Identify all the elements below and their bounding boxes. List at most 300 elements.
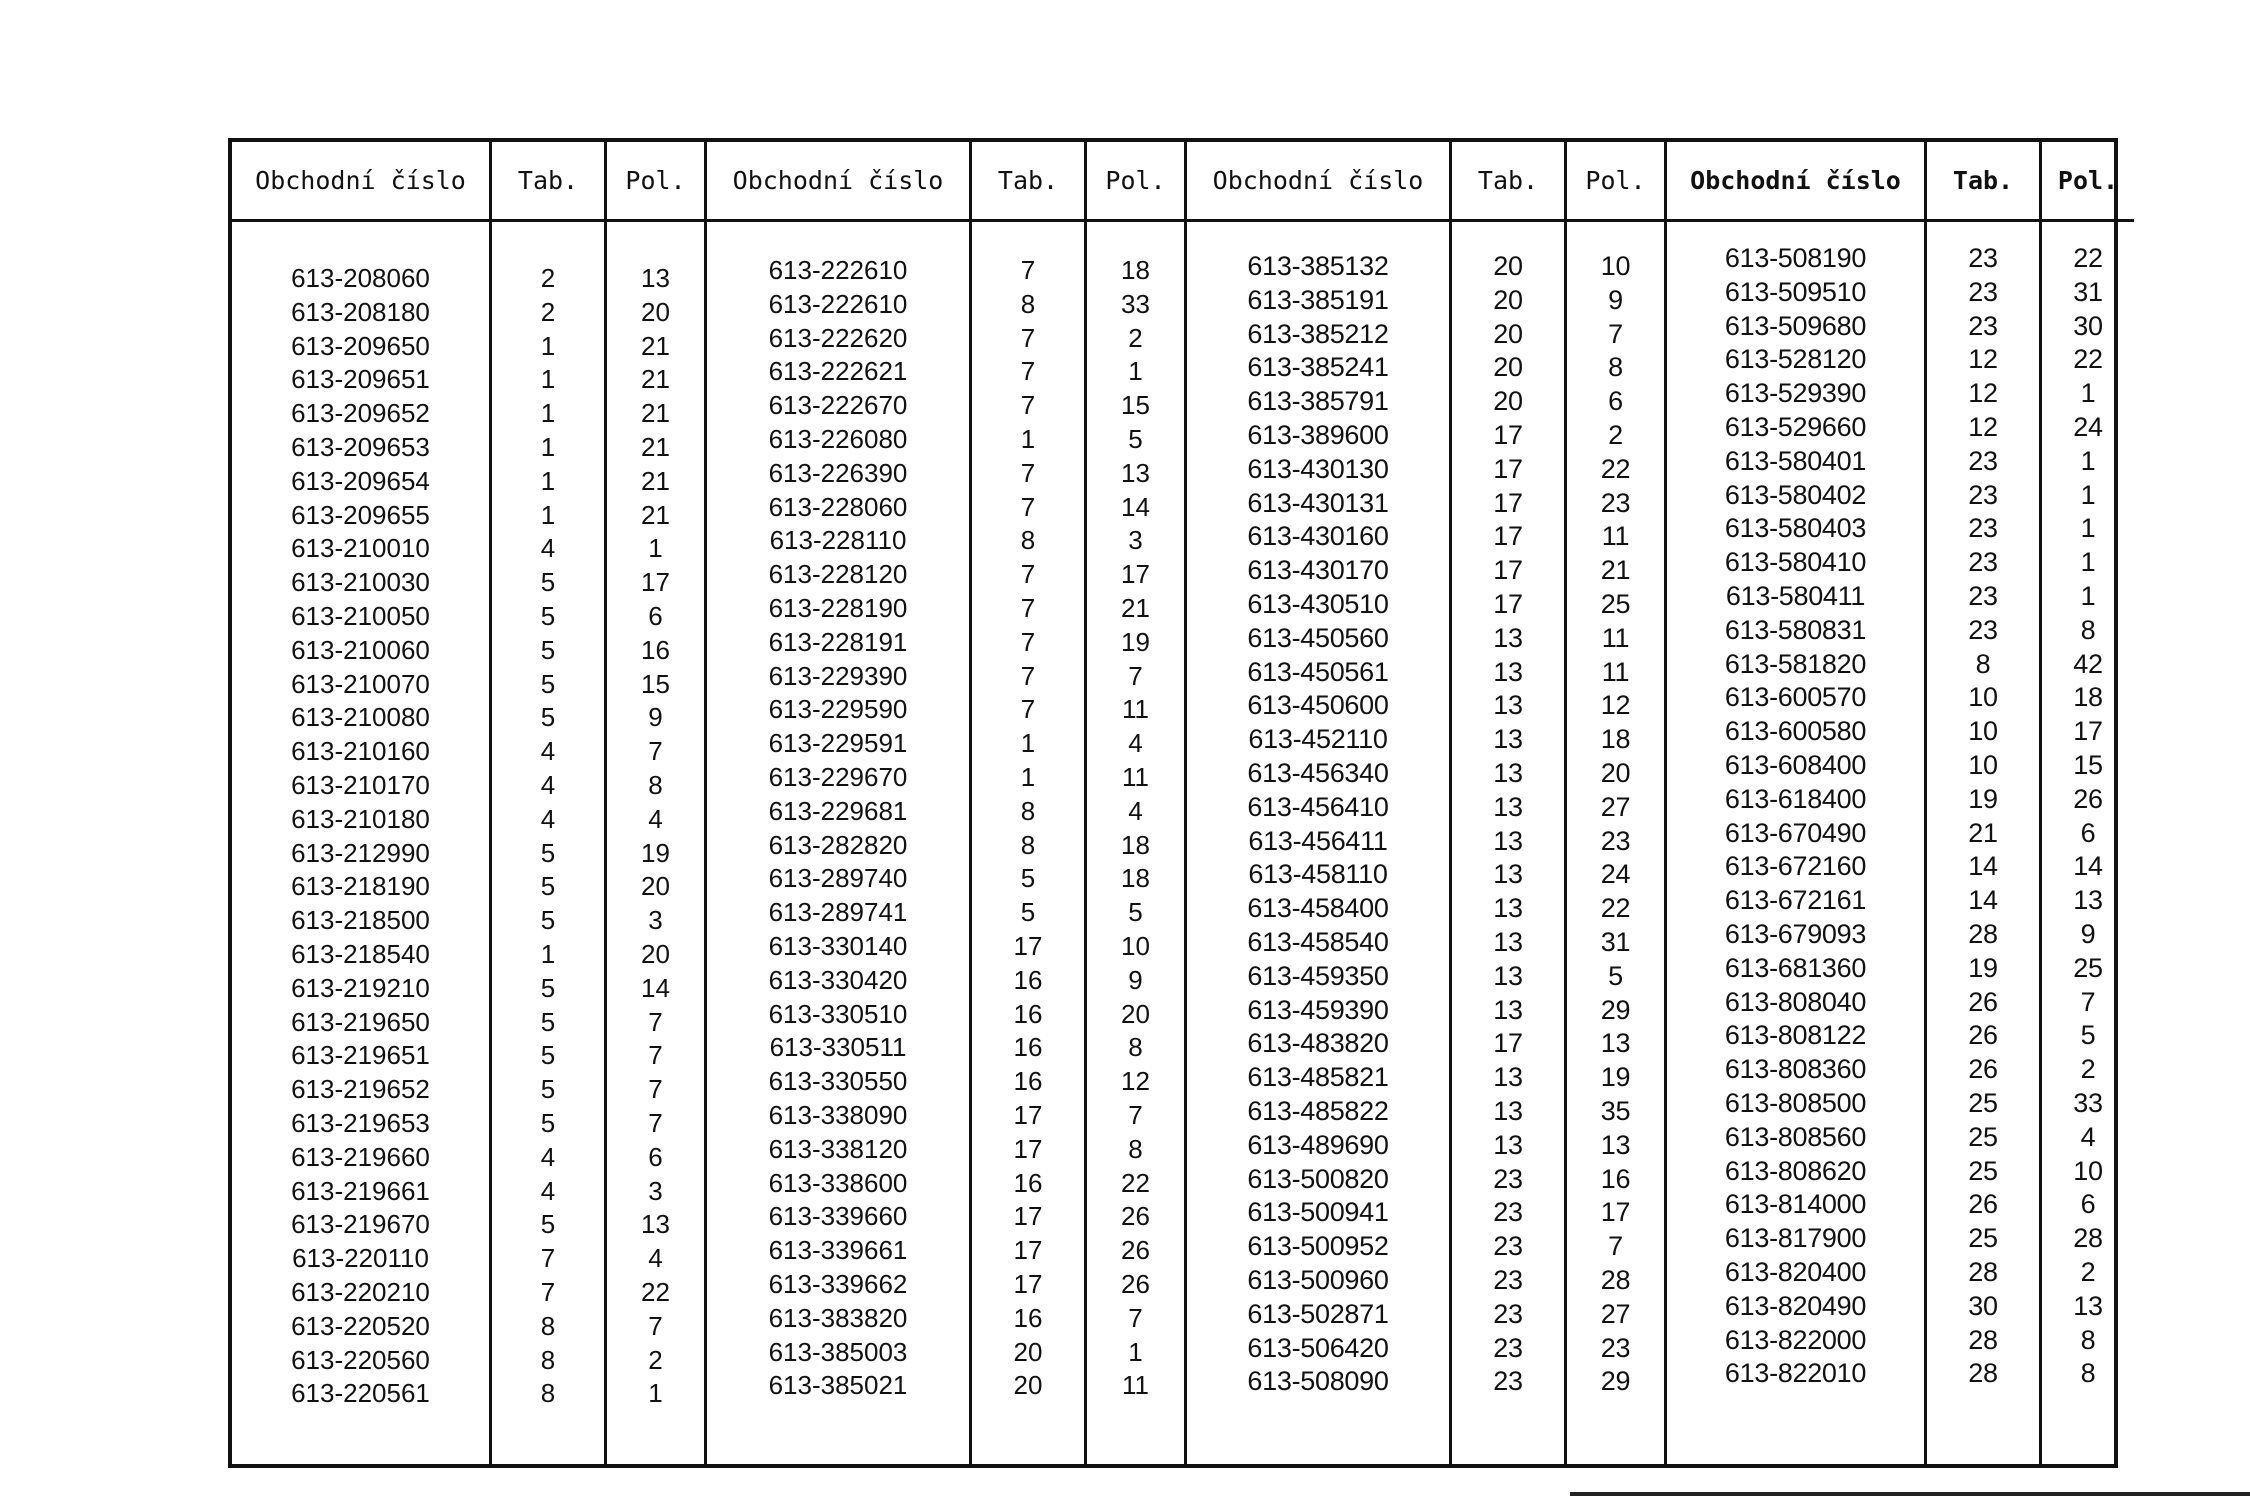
pol-cell: 22 bbox=[2073, 243, 2103, 273]
tab-cell: 1 bbox=[540, 938, 556, 969]
part-number-cell: 613-385191 bbox=[1247, 284, 1389, 315]
pol-cell: 7 bbox=[648, 1074, 663, 1105]
part-number-cell: 613-385212 bbox=[1247, 318, 1389, 349]
pol-cell: 7 bbox=[648, 1310, 663, 1341]
part-number-cell: 613-430130 bbox=[1247, 453, 1389, 484]
tab-cell: 1 bbox=[1020, 761, 1036, 792]
pol-cell: 7 bbox=[1128, 1302, 1143, 1333]
part-number-cell: 613-289741 bbox=[768, 897, 908, 928]
part-number-cell: 613-222610 bbox=[768, 288, 908, 319]
pol-cell: 21 bbox=[641, 465, 670, 496]
tab-cell: 8 bbox=[1020, 525, 1036, 556]
tab-cell: 13 bbox=[1493, 960, 1523, 991]
part-number-cell: 613-222670 bbox=[768, 390, 908, 421]
tab-cell: 4 bbox=[540, 1175, 556, 1206]
part-number-cell: 613-229390 bbox=[768, 660, 908, 691]
tab-cell: 4 bbox=[540, 1141, 556, 1172]
pol-cell: 2 bbox=[2080, 1256, 2096, 1287]
column-number-4 bbox=[1667, 222, 1927, 1464]
tab-cell: 13 bbox=[1493, 859, 1523, 890]
tab-cell: 17 bbox=[1013, 1133, 1043, 1164]
part-number-cell: 613-580401 bbox=[1724, 445, 1867, 476]
tab-cell: 23 bbox=[1493, 1298, 1523, 1329]
pol-cell: 13 bbox=[1600, 1028, 1631, 1059]
part-number-cell: 613-385132 bbox=[1247, 251, 1389, 281]
tab-cell: 16 bbox=[1013, 964, 1043, 995]
part-number-cell: 613-822000 bbox=[1724, 1324, 1867, 1355]
tab-cell: 5 bbox=[540, 905, 556, 936]
tab-cell: 13 bbox=[1493, 1062, 1523, 1093]
pol-cell: 7 bbox=[648, 1040, 663, 1071]
tab-cell: 13 bbox=[1493, 656, 1523, 687]
part-number-cell: 613-228120 bbox=[768, 559, 908, 590]
tab-cell: 17 bbox=[1493, 521, 1523, 552]
part-number-cell: 613-500960 bbox=[1247, 1264, 1389, 1295]
part-number-cell: 613-219670 bbox=[291, 1209, 430, 1240]
part-number-cell: 613-459350 bbox=[1247, 960, 1389, 991]
tab-cell: 1 bbox=[1020, 423, 1036, 454]
pol-cell: 27 bbox=[1600, 791, 1631, 822]
pol-cell: 22 bbox=[641, 1276, 670, 1307]
part-number-cell: 613-502871 bbox=[1247, 1298, 1389, 1329]
part-number-cell: 613-330550 bbox=[768, 1066, 908, 1097]
part-number-cell: 613-228190 bbox=[768, 592, 908, 623]
tab-cell: 23 bbox=[1968, 547, 1998, 578]
tab-cell: 17 bbox=[1493, 419, 1523, 450]
part-number-cell: 613-339662 bbox=[768, 1268, 908, 1299]
pol-cell: 1 bbox=[2080, 547, 2096, 578]
pol-cell: 18 bbox=[2073, 682, 2103, 713]
pol-cell: 11 bbox=[1601, 622, 1630, 653]
pol-cell: 17 bbox=[1121, 559, 1150, 590]
part-number-cell: 613-458540 bbox=[1247, 926, 1389, 957]
column-pol-1 bbox=[607, 222, 707, 1464]
part-number-cell: 613-219661 bbox=[291, 1175, 430, 1206]
pol-cell: 22 bbox=[1121, 1167, 1150, 1198]
pol-cell: 33 bbox=[1121, 288, 1150, 319]
part-number-cell: 613-229670 bbox=[768, 761, 908, 792]
column-pol-2 bbox=[1087, 222, 1187, 1464]
tab-cell: 17 bbox=[1493, 453, 1523, 484]
tab-cell: 7 bbox=[1020, 457, 1036, 488]
column-tab-4 bbox=[1927, 222, 2042, 1464]
part-number-cell: 613-210010 bbox=[291, 533, 430, 564]
pol-cell: 1 bbox=[1128, 356, 1143, 387]
pol-cell: 5 bbox=[2080, 1020, 2096, 1051]
tab-cell: 8 bbox=[540, 1344, 556, 1375]
part-number-cell: 613-385003 bbox=[768, 1336, 908, 1367]
tab-cell: 21 bbox=[1968, 817, 1998, 848]
pol-cell: 20 bbox=[1600, 757, 1631, 788]
pol-cell: 7 bbox=[1608, 318, 1623, 349]
pol-cell: 13 bbox=[1600, 1129, 1631, 1160]
part-number-cell: 613-208180 bbox=[291, 296, 430, 327]
pol-cell: 8 bbox=[2080, 614, 2096, 645]
pol-cell: 19 bbox=[641, 837, 670, 868]
pol-cell: 13 bbox=[641, 263, 670, 293]
part-number-cell: 613-506420 bbox=[1247, 1332, 1389, 1363]
part-number-cell: 613-581820 bbox=[1724, 648, 1867, 679]
tab-cell: 25 bbox=[1968, 1087, 1998, 1118]
part-number-cell: 613-218190 bbox=[291, 871, 430, 902]
part-number-cell: 613-389600 bbox=[1247, 419, 1389, 450]
part-number-cell: 613-508090 bbox=[1247, 1366, 1389, 1397]
pol-cell: 13 bbox=[641, 1209, 670, 1240]
pol-cell: 1 bbox=[2080, 479, 2096, 510]
tab-cell: 23 bbox=[1968, 513, 1998, 544]
pol-cell: 21 bbox=[641, 330, 670, 361]
part-number-cell: 613-228060 bbox=[768, 491, 908, 522]
pol-cell: 7 bbox=[1608, 1231, 1623, 1262]
pol-cell: 11 bbox=[1122, 694, 1149, 725]
tab-cell: 7 bbox=[1020, 626, 1036, 657]
tab-cell: 23 bbox=[1493, 1197, 1523, 1228]
pol-cell: 28 bbox=[1600, 1264, 1631, 1295]
pol-cell: 1 bbox=[2080, 378, 2096, 409]
tab-cell: 5 bbox=[540, 1040, 556, 1071]
pol-cell: 11 bbox=[1601, 656, 1630, 687]
pol-cell: 7 bbox=[1128, 660, 1143, 691]
tab-cell: 4 bbox=[540, 803, 556, 834]
part-number-cell: 613-509680 bbox=[1724, 310, 1867, 341]
tab-cell: 13 bbox=[1493, 791, 1523, 822]
pol-cell: 2 bbox=[648, 1344, 663, 1375]
tab-cell: 12 bbox=[1968, 411, 1998, 442]
pol-cell: 1 bbox=[648, 1378, 663, 1409]
part-number-cell: 613-500941 bbox=[1247, 1197, 1389, 1228]
pol-cell: 15 bbox=[1121, 390, 1150, 421]
pol-cell: 6 bbox=[648, 600, 663, 631]
pol-cell: 20 bbox=[641, 871, 670, 902]
tab-cell: 13 bbox=[1493, 893, 1523, 924]
part-number-cell: 613-330511 bbox=[769, 1032, 907, 1063]
tab-cell: 23 bbox=[1968, 276, 1998, 307]
part-number-cell: 613-452110 bbox=[1248, 724, 1388, 755]
pol-cell: 11 bbox=[1601, 521, 1630, 552]
tab-cell: 4 bbox=[540, 736, 556, 767]
tab-cell: 13 bbox=[1493, 994, 1523, 1025]
pol-cell: 4 bbox=[1128, 728, 1143, 759]
tab-cell: 5 bbox=[540, 600, 556, 631]
column-tab-3 bbox=[1452, 222, 1567, 1464]
tab-cell: 17 bbox=[1013, 1201, 1043, 1232]
part-number-cell: 613-220560 bbox=[291, 1344, 430, 1375]
tab-cell: 16 bbox=[1013, 1066, 1043, 1097]
tab-cell: 5 bbox=[540, 1074, 556, 1105]
part-number-cell: 613-209652 bbox=[291, 398, 430, 429]
tab-cell: 7 bbox=[1020, 356, 1036, 387]
pol-cell: 23 bbox=[1600, 487, 1631, 518]
part-number-cell: 613-219653 bbox=[291, 1107, 430, 1138]
part-number-cell: 613-226390 bbox=[768, 457, 908, 488]
tab-cell: 23 bbox=[1968, 310, 1998, 341]
pol-cell: 5 bbox=[1608, 960, 1623, 991]
tab-cell: 5 bbox=[540, 634, 556, 665]
header-number-4: Obchodní číslo bbox=[1667, 142, 1927, 222]
part-number-cell: 613-485822 bbox=[1247, 1095, 1389, 1126]
tab-cell: 30 bbox=[1968, 1290, 1998, 1321]
tab-cell: 25 bbox=[1968, 1121, 1998, 1152]
header-tab-3: Tab. bbox=[1452, 142, 1567, 222]
tab-cell: 26 bbox=[1968, 1189, 1998, 1220]
pol-cell: 1 bbox=[1128, 1336, 1143, 1367]
pol-cell: 9 bbox=[648, 702, 663, 733]
tab-cell: 17 bbox=[1013, 1268, 1043, 1299]
pol-cell: 4 bbox=[1128, 795, 1143, 826]
tab-cell: 23 bbox=[1968, 580, 1998, 611]
header-tab-1: Tab. bbox=[492, 142, 607, 222]
tab-cell: 5 bbox=[540, 567, 556, 598]
part-number-cell: 613-808560 bbox=[1724, 1121, 1867, 1152]
part-number-cell: 613-430160 bbox=[1247, 521, 1389, 552]
tab-cell: 5 bbox=[540, 1209, 556, 1240]
tab-cell: 17 bbox=[1013, 1099, 1043, 1130]
part-number-cell: 613-209650 bbox=[291, 330, 430, 361]
part-number-cell: 613-814000 bbox=[1724, 1189, 1867, 1220]
part-number-cell: 613-229590 bbox=[768, 694, 908, 725]
column-number-3 bbox=[1187, 222, 1452, 1464]
part-number-cell: 613-210070 bbox=[291, 668, 430, 699]
tab-cell: 1 bbox=[1020, 728, 1036, 759]
part-number-cell: 613-339660 bbox=[768, 1201, 908, 1232]
part-number-cell: 613-208060 bbox=[291, 263, 430, 293]
pol-cell: 15 bbox=[641, 668, 670, 699]
header-pol-1: Pol. bbox=[607, 142, 707, 222]
part-number-cell: 613-210030 bbox=[291, 567, 430, 598]
part-number-cell: 613-385241 bbox=[1247, 352, 1389, 383]
tab-cell: 5 bbox=[540, 702, 556, 733]
pol-cell: 17 bbox=[1600, 1197, 1631, 1228]
pol-cell: 24 bbox=[1600, 859, 1631, 890]
tab-cell: 23 bbox=[1968, 614, 1998, 645]
tab-cell: 7 bbox=[1020, 660, 1036, 691]
pol-cell: 1 bbox=[2080, 445, 2096, 476]
pol-cell: 9 bbox=[1608, 284, 1623, 315]
header-tab-2: Tab. bbox=[972, 142, 1087, 222]
tab-cell: 13 bbox=[1493, 622, 1523, 653]
part-number-cell: 613-339661 bbox=[768, 1235, 908, 1266]
pol-cell: 12 bbox=[1121, 1066, 1150, 1097]
header-pol-4: Pol. bbox=[2042, 142, 2134, 222]
pol-cell: 24 bbox=[2073, 411, 2103, 442]
tab-cell: 7 bbox=[1020, 322, 1036, 353]
tab-cell: 19 bbox=[1968, 783, 1998, 814]
tab-cell: 23 bbox=[1493, 1231, 1523, 1262]
part-number-cell: 613-220520 bbox=[291, 1310, 430, 1341]
tab-cell: 16 bbox=[1013, 1032, 1043, 1063]
part-number-cell: 613-808620 bbox=[1724, 1155, 1867, 1186]
tab-cell: 7 bbox=[1020, 390, 1036, 421]
part-number-cell: 613-222621 bbox=[768, 356, 908, 387]
pol-cell: 35 bbox=[1600, 1095, 1631, 1126]
pol-cell: 23 bbox=[1600, 1332, 1631, 1363]
pol-cell: 1 bbox=[648, 533, 663, 564]
part-number-cell: 613-618400 bbox=[1724, 783, 1867, 814]
pol-cell: 1 bbox=[2080, 580, 2096, 611]
tab-cell: 7 bbox=[1020, 559, 1036, 590]
tab-cell: 23 bbox=[1493, 1332, 1523, 1363]
tab-cell: 12 bbox=[1968, 378, 1998, 409]
part-number-cell: 613-220210 bbox=[291, 1276, 430, 1307]
tab-cell: 23 bbox=[1493, 1163, 1523, 1194]
part-number-cell: 613-210080 bbox=[291, 702, 430, 733]
tab-cell: 10 bbox=[1968, 716, 1998, 747]
part-number-cell: 613-430510 bbox=[1247, 588, 1389, 619]
part-number-cell: 613-509510 bbox=[1724, 276, 1867, 307]
tab-cell: 17 bbox=[1493, 588, 1523, 619]
part-number-cell: 613-430170 bbox=[1247, 555, 1389, 586]
part-number-cell: 613-456410 bbox=[1247, 791, 1389, 822]
pol-cell: 8 bbox=[1608, 352, 1623, 383]
part-number-cell: 613-229681 bbox=[768, 795, 908, 826]
tab-cell: 8 bbox=[1975, 648, 1991, 679]
pol-cell: 3 bbox=[1128, 525, 1143, 556]
pol-cell: 8 bbox=[1128, 1032, 1143, 1063]
tab-cell: 7 bbox=[1020, 255, 1036, 285]
pol-cell: 1 bbox=[2080, 513, 2096, 544]
part-number-cell: 613-529660 bbox=[1724, 411, 1867, 442]
pol-cell: 9 bbox=[2080, 918, 2096, 949]
pol-cell: 22 bbox=[2073, 344, 2103, 375]
tab-cell: 7 bbox=[1020, 592, 1036, 623]
tab-cell: 28 bbox=[1968, 1324, 1998, 1355]
part-number-cell: 613-456340 bbox=[1247, 757, 1389, 788]
part-number-cell: 613-338600 bbox=[768, 1167, 908, 1198]
pol-cell: 15 bbox=[2073, 749, 2103, 780]
tab-cell: 5 bbox=[540, 837, 556, 868]
pol-cell: 26 bbox=[2073, 783, 2103, 814]
tab-cell: 14 bbox=[1968, 885, 1998, 916]
pol-cell: 4 bbox=[2080, 1121, 2096, 1152]
pol-cell: 25 bbox=[1600, 588, 1631, 619]
part-number-cell: 613-459390 bbox=[1247, 994, 1389, 1025]
tab-cell: 1 bbox=[540, 364, 556, 395]
part-number-cell: 613-458110 bbox=[1248, 859, 1388, 890]
pol-cell: 7 bbox=[648, 1006, 663, 1037]
column-tab-1 bbox=[492, 222, 607, 1464]
tab-cell: 20 bbox=[1013, 1336, 1043, 1367]
pol-cell: 10 bbox=[1121, 930, 1150, 961]
tab-cell: 25 bbox=[1968, 1155, 1998, 1186]
pol-cell: 23 bbox=[1600, 825, 1631, 856]
part-number-cell: 613-808500 bbox=[1724, 1087, 1867, 1118]
part-number-cell: 613-385791 bbox=[1247, 386, 1389, 417]
tab-cell: 17 bbox=[1013, 930, 1043, 961]
part-number-cell: 613-808122 bbox=[1724, 1020, 1867, 1051]
column-number-1 bbox=[232, 222, 492, 1464]
part-number-cell: 613-289740 bbox=[768, 863, 908, 894]
part-number-cell: 613-228110 bbox=[769, 525, 907, 556]
part-number-cell: 613-580403 bbox=[1724, 513, 1867, 544]
part-number-cell: 613-808040 bbox=[1724, 986, 1867, 1017]
pol-cell: 2 bbox=[1608, 419, 1623, 450]
pol-cell: 5 bbox=[1128, 897, 1143, 928]
pol-cell: 19 bbox=[1600, 1062, 1631, 1093]
pol-cell: 7 bbox=[2080, 986, 2096, 1017]
part-number-cell: 613-330140 bbox=[768, 930, 908, 961]
part-number-cell: 613-672161 bbox=[1724, 885, 1867, 916]
tab-cell: 2 bbox=[540, 263, 556, 293]
pol-cell: 21 bbox=[1600, 555, 1631, 586]
part-number-cell: 613-679093 bbox=[1724, 918, 1867, 949]
part-number-cell: 613-528120 bbox=[1724, 344, 1867, 375]
pol-cell: 30 bbox=[2073, 310, 2103, 341]
part-number-cell: 613-580831 bbox=[1724, 614, 1867, 645]
tab-cell: 28 bbox=[1968, 1358, 1998, 1389]
pol-cell: 29 bbox=[1600, 994, 1631, 1025]
part-number-cell: 613-600580 bbox=[1724, 716, 1867, 747]
pol-cell: 3 bbox=[648, 1175, 663, 1206]
part-number-cell: 613-580411 bbox=[1725, 580, 1866, 611]
tab-cell: 25 bbox=[1968, 1223, 1998, 1254]
tab-cell: 8 bbox=[1020, 829, 1036, 860]
header-pol-3: Pol. bbox=[1567, 142, 1667, 222]
part-number-cell: 613-210050 bbox=[291, 600, 430, 631]
pol-cell: 17 bbox=[2073, 716, 2103, 747]
tab-cell: 28 bbox=[1968, 1256, 1998, 1287]
part-number-cell: 613-608400 bbox=[1724, 749, 1867, 780]
part-number-cell: 613-219651 bbox=[291, 1040, 430, 1071]
pol-cell: 20 bbox=[641, 938, 670, 969]
pol-cell: 21 bbox=[641, 431, 670, 462]
pol-cell: 42 bbox=[2073, 648, 2103, 679]
pol-cell: 19 bbox=[1121, 626, 1150, 657]
pol-cell: 28 bbox=[2073, 1223, 2103, 1254]
pol-cell: 10 bbox=[1600, 251, 1631, 281]
pol-cell: 12 bbox=[1600, 690, 1631, 721]
tab-cell: 8 bbox=[1020, 795, 1036, 826]
part-number-cell: 613-500952 bbox=[1247, 1231, 1389, 1262]
pol-cell: 13 bbox=[1121, 457, 1150, 488]
part-number-cell: 613-670490 bbox=[1724, 817, 1867, 848]
tab-cell: 28 bbox=[1968, 918, 1998, 949]
part-number-cell: 613-210180 bbox=[291, 803, 430, 834]
tab-cell: 2 bbox=[540, 296, 556, 327]
part-number-cell: 613-458400 bbox=[1247, 893, 1389, 924]
pol-cell: 18 bbox=[1121, 829, 1150, 860]
pol-cell: 21 bbox=[1121, 592, 1150, 623]
tab-cell: 1 bbox=[540, 499, 556, 530]
pol-cell: 17 bbox=[641, 567, 670, 598]
part-number-cell: 613-282820 bbox=[768, 829, 908, 860]
part-number-cell: 613-681360 bbox=[1724, 952, 1867, 983]
pol-cell: 13 bbox=[2073, 885, 2103, 916]
part-number-cell: 613-222610 bbox=[768, 255, 908, 285]
pol-cell: 21 bbox=[641, 398, 670, 429]
pol-cell: 14 bbox=[2073, 851, 2103, 882]
pol-cell: 6 bbox=[1608, 386, 1623, 417]
tab-cell: 26 bbox=[1968, 1020, 1998, 1051]
part-number-cell: 613-219650 bbox=[291, 1006, 430, 1037]
page-edge-line bbox=[1570, 1492, 2250, 1496]
pol-cell: 11 bbox=[1122, 1370, 1149, 1401]
tab-cell: 17 bbox=[1013, 1235, 1043, 1266]
part-number-cell: 613-383820 bbox=[768, 1302, 908, 1333]
part-number-cell: 613-483820 bbox=[1247, 1028, 1389, 1059]
part-number-cell: 613-817900 bbox=[1724, 1223, 1867, 1254]
part-number-cell: 613-210160 bbox=[291, 736, 430, 767]
pol-cell: 7 bbox=[648, 1107, 663, 1138]
tab-cell: 20 bbox=[1493, 251, 1523, 281]
tab-cell: 20 bbox=[1493, 386, 1523, 417]
tab-cell: 13 bbox=[1493, 926, 1523, 957]
tab-cell: 1 bbox=[540, 330, 556, 361]
part-number-cell: 613-218500 bbox=[291, 905, 430, 936]
header-number-2: Obchodní číslo bbox=[707, 142, 972, 222]
tab-cell: 16 bbox=[1013, 998, 1043, 1029]
tab-cell: 23 bbox=[1968, 445, 1998, 476]
tab-cell: 16 bbox=[1013, 1167, 1043, 1198]
